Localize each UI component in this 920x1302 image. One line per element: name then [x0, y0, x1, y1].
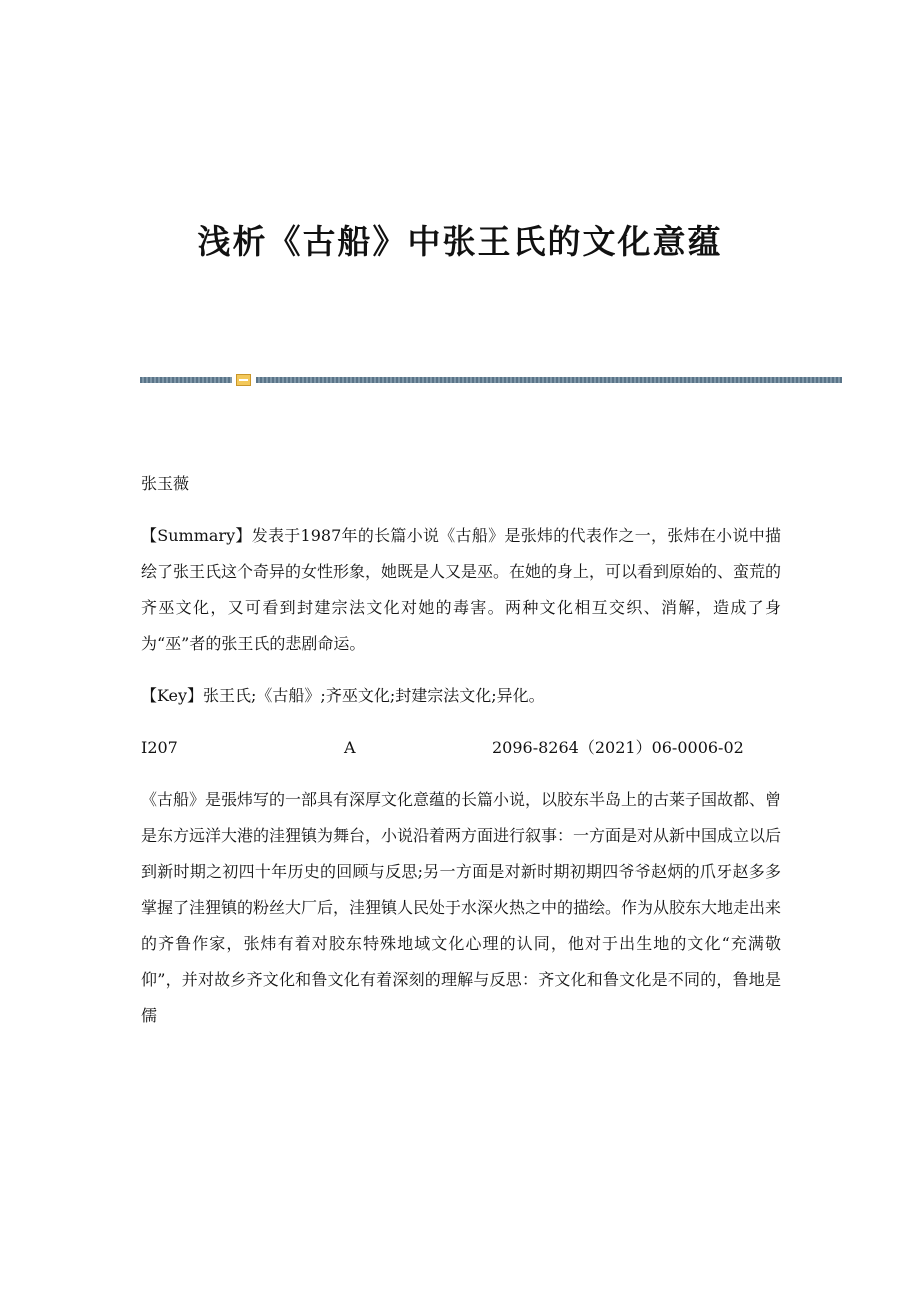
document-title: 浅析《古船》中张王氏的文化意蕴: [197, 222, 723, 261]
divider-ornament-icon: [236, 374, 251, 386]
abstract-paragraph: 【Summary】发表于1987年的长篇小说《古船》是张炜的代表作之一，张炜在小说中描绘了张王氏这个奇异的女性形象，她既是人又是巫。在她的身上，可以看到原始的、蛮荒的齐巫文化，又可看到封建宗法文化对她的毒害。两种文化相互交织、消解，造成了身为“巫”者的张王氏的悲剧命运。: [141, 526, 782, 653]
keywords-paragraph: 【Key】张王氏;《古船》;齐巫文化;封建宗法文化;异化。: [141, 686, 545, 705]
divider-bar-right: [256, 377, 842, 383]
article-number: 2096-8264（2021）06-0006-02: [492, 738, 744, 757]
document-body: [141, 466, 781, 1034]
classification-row: [141, 730, 781, 766]
author-name: 张玉薇: [141, 474, 190, 493]
body-paragraph: 《古船》是張炜写的一部具有深厚文化意蕴的长篇小说，以胶东半岛上的古莱子国故都、曾是东方远洋大港的洼狸镇为舞台，小说沿着两方面进行叙事：一方面是对从新中国成立以后到新时期之初四十年历史的回顾与反思;另一方面是对新时期初期四爷爷赵炳的爪牙赵多多掌握了洼狸镇的粉丝大厂后，洼狸镇人民处于水深火热之中的描绘。作为从胶东大地走出来的齐鲁作家，张炜有着对胶东特殊地域文化心理的认同，他对于出生地的文化“充满敬仰”，并对故乡齐文化和鲁文化有着深刻的理解与反思：齐文化和鲁文化是不同的，鲁地是儒: [141, 790, 782, 1025]
document-code: A: [344, 738, 356, 757]
divider-bar-left: [140, 377, 232, 383]
title-divider: [140, 374, 842, 386]
clc-number: I207: [141, 738, 178, 757]
